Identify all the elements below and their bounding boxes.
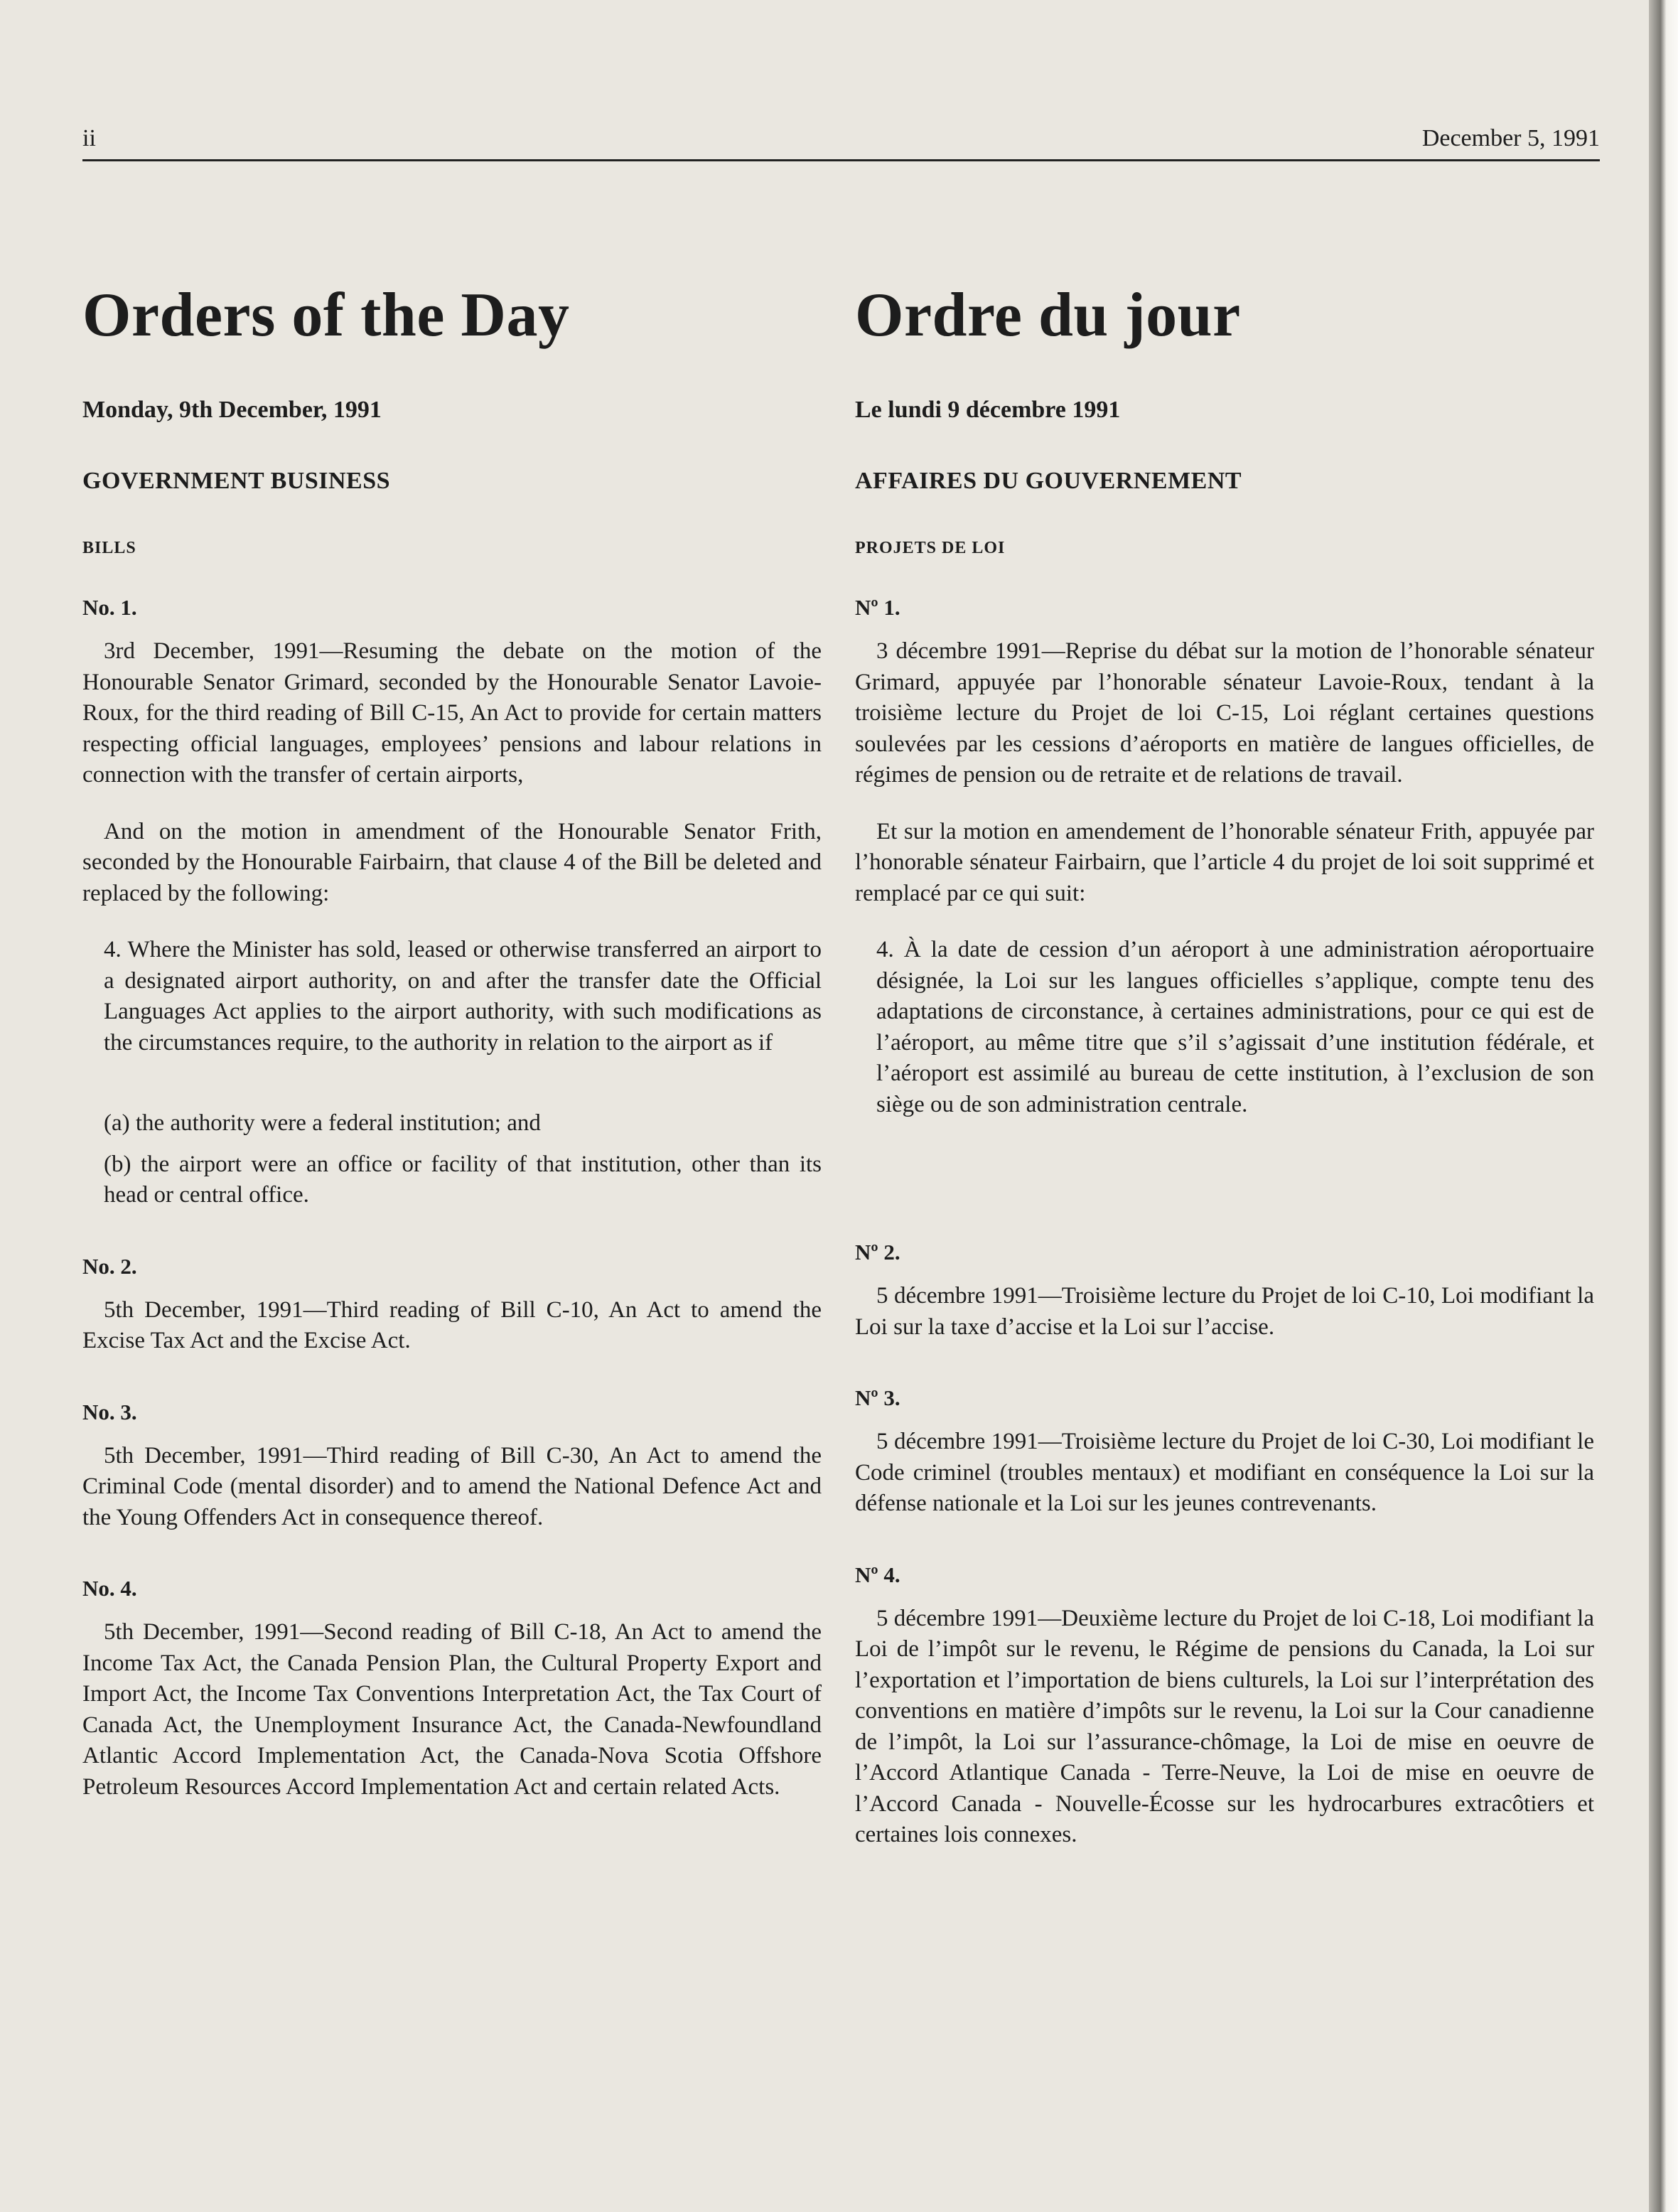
item-number: No. 2. <box>82 1253 137 1279</box>
item-paragraph: Et sur la motion en amendement de l’honorable sénateur Frith, appuyée par l’honorable sénateur Fairbairn, que l’article 4 du projet de loi soit supprimé et remplacé par ce qui suit: <box>855 818 1594 906</box>
order-item <box>82 1400 822 1534</box>
item-text: 5 décembre 1991—Troisième lecture du Projet de loi C-30, Loi modifiant le Code criminel (troubles mentaux) et modifiant en conséquence la Loi sur la défense nationale et la Loi sur les jeunes contrevenants. <box>855 1429 1594 1516</box>
section-heading-french: AFFAIRES DU GOUVERNEMENT <box>855 468 1242 494</box>
item-text: 5th December, 1991—Third reading of Bill C-30, An Act to amend the Criminal Code (mental disorder) and to amend the National Defence Act and the Young Offenders Act in consequence thereof. <box>82 1442 822 1530</box>
item-number: No. 4. <box>82 1576 137 1601</box>
header-date: December 5, 1991 <box>1421 125 1600 151</box>
page-title-english: Orders of the Day <box>82 281 570 350</box>
order-item <box>855 1385 1594 1520</box>
order-item <box>855 1562 1594 1851</box>
section-heading-english: GOVERNMENT BUSINESS <box>82 468 391 494</box>
order-item <box>855 595 1594 1120</box>
amendment-clause-b: (b) the airport were an office or facility of that institution, other than its head or central office. <box>104 1151 822 1208</box>
item-number: No. 3. <box>82 1399 137 1424</box>
item-number: Nº 1. <box>855 595 900 620</box>
page-number: ii <box>82 125 96 151</box>
amendment-text: 4. À la date de cession d’un aéroport à une administration aéroportuaire désignée, la Loi sur les langues officielles s’applique, compte tenu des adaptations de circonstance, à certaines administrations, pour ce qui est de l’aéroport, au même titre que s’il s’agissait d’une institution fédérale, et l’aéroport est assimilé au bureau de cette institution, à l’exclusion de son siège ou de son administration centrale. <box>876 937 1594 1117</box>
item-text: 5th December, 1991—Third reading of Bill C-10, An Act to amend the Excise Tax Act and the Excise Act. <box>82 1296 822 1353</box>
amendment-text: 4. Where the Minister has sold, leased or otherwise transferred an airport to a designated airport authority, on and after the transfer date the Official Languages Act applies to the airport authority, with such modifications as the circumstances require, to the authority in relation to the airport as if <box>104 937 822 1056</box>
order-item <box>855 1240 1594 1343</box>
item-number: No. 1. <box>82 595 137 620</box>
subsection-heading-english: BILLS <box>82 539 136 557</box>
item-number: Nº 2. <box>855 1240 900 1265</box>
order-item <box>82 1254 822 1357</box>
order-item <box>82 1576 822 1803</box>
item-text: 5th December, 1991—Second reading of Bill C-18, An Act to amend the Income Tax Act, the Canada Pension Plan, the Cultural Property Export and Import Act, the Income Tax Conventions Interpretation Act, the Tax Court of Canada Act, the Unemployment Insurance Act, the Canada-Newfoundland Atlantic Accord Implementation Act, the Canada-Nova Scotia Offshore Petroleum Resources Accord Implementation Act and certain related Acts. <box>82 1619 822 1800</box>
item-number: Nº 4. <box>855 1562 900 1587</box>
book-spine-edge <box>1649 0 1678 2212</box>
page-title-french: Ordre du jour <box>855 281 1241 350</box>
page-header <box>82 125 1600 161</box>
item-text: 5 décembre 1991—Deuxième lecture du Projet de loi C-18, Loi modifiant la Loi de l’impôt sur le revenu, le Régime de pensions du Canada, la Loi sur l’exportation et l’importation de biens culturels, la Loi sur l’interprétation des conventions en matière d’impôts sur le revenu, la Loi sur la Cour canadienne de l’impôt, la Loi sur l’assurance-chômage, la Loi de mise en oeuvre de l’Accord Atlantique Canada - Terre-Neuve, la Loi de mise en oeuvre de l’Accord Canada - Nouvelle-Écosse sur les hydrocarbures extracôtiers et certaines lois connexes. <box>855 1605 1594 1847</box>
amendment-clause-a: (a) the authority were a federal institution; and <box>104 1110 541 1136</box>
sitting-date-english: Monday, 9th December, 1991 <box>82 397 382 423</box>
sitting-date-french: Le lundi 9 décembre 1991 <box>855 397 1121 423</box>
item-paragraph: 3 décembre 1991—Reprise du débat sur la motion de l’honorable sénateur Grimard, appuyée par l’honorable sénateur Lavoie-Roux, tendant à la troisième lecture du Projet de loi C-15, Loi réglant certaines questions soulevées par les cessions d’aéroports en matière de langues officielles, de régimes de pension ou de retraite et de relations de travail. <box>855 638 1594 788</box>
item-paragraph: 3rd December, 1991—Resuming the debate on the motion of the Honourable Senator Grimard, seconded by the Honourable Senator Lavoie-Roux, for the third reading of Bill C-15, An Act to provide for certain matters respecting official languages, employees’ pensions and labour relations in connection with the transfer of certain airports, <box>82 638 822 788</box>
subsection-heading-french: PROJETS DE LOI <box>855 539 1006 557</box>
item-number: Nº 3. <box>855 1385 900 1410</box>
order-item <box>82 595 822 1211</box>
item-text: 5 décembre 1991—Troisième lecture du Projet de loi C-10, Loi modifiant la Loi sur la taxe d’accise et la Loi sur l’accise. <box>855 1283 1594 1340</box>
english-column <box>82 281 822 1845</box>
item-paragraph: And on the motion in amendment of the Honourable Senator Frith, seconded by the Honourable Fairbairn, that clause 4 of the Bill be deleted and replaced by the following: <box>82 818 822 906</box>
french-column <box>855 281 1594 1894</box>
